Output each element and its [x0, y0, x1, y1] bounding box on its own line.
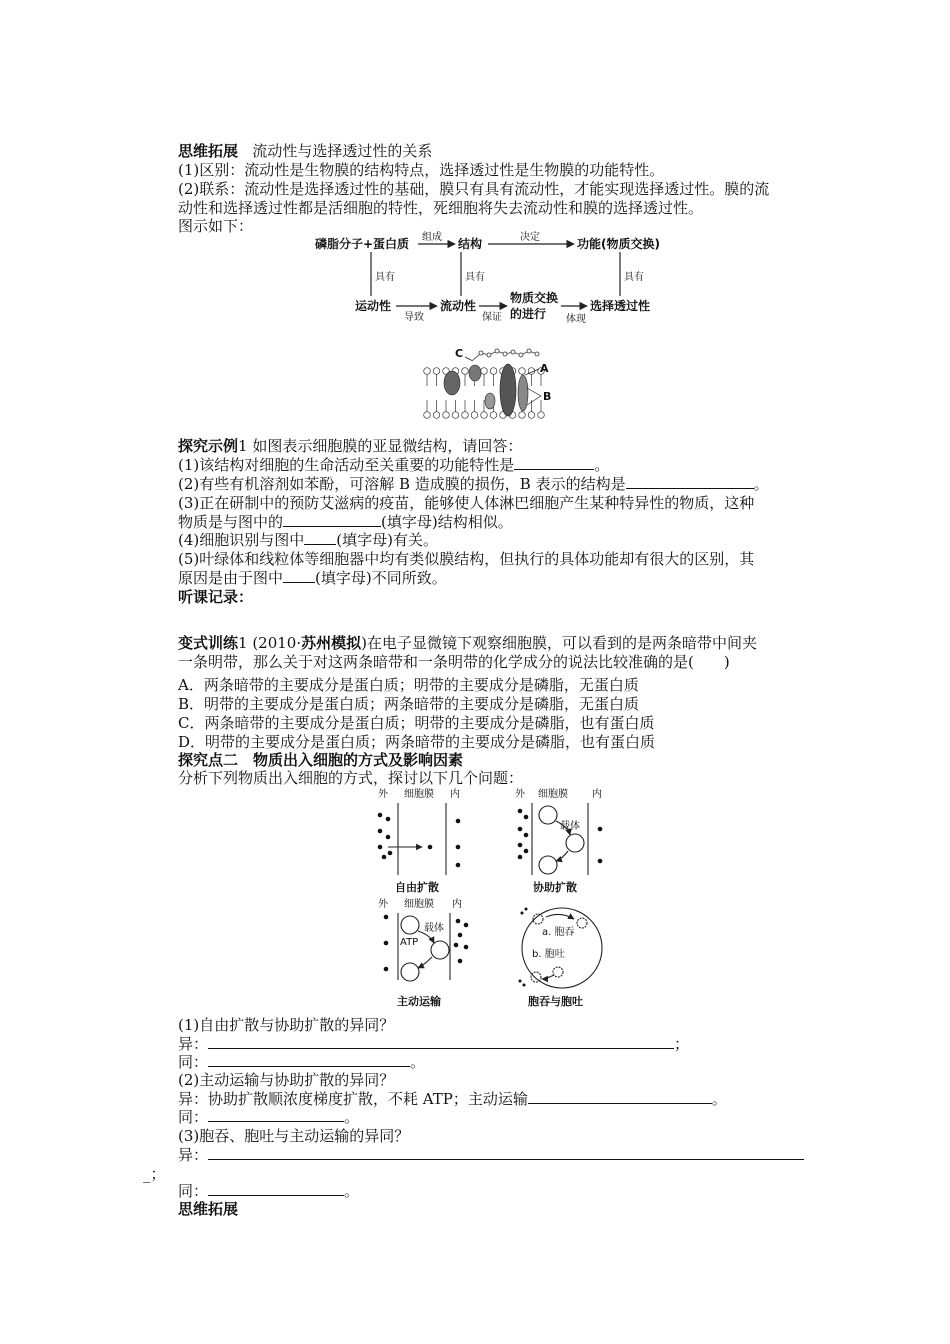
section1-line2: (2)联系：流动性是选择透过性的基础，膜只有具有流动性，才能实现选择透过性。膜的流 — [178, 180, 770, 198]
q2-text: (2)有些有机溶剂如苯酚，可溶解 B 造成膜的损伤，B 表示的结构是 — [178, 475, 626, 493]
example1-q5a: (5)叶绿体和线粒体等细胞器中均有类似膜结构，但执行的具体功能却有很大的区别，其 — [178, 550, 755, 568]
q2-same-blank[interactable] — [208, 1108, 344, 1122]
p2-out-label: 外 — [515, 789, 525, 800]
p2-arrow-2 — [556, 851, 568, 861]
p4-vesicle-3 — [553, 967, 563, 977]
flow-node-5: 流动性 — [440, 299, 477, 313]
label-b-pointer-2 — [527, 396, 541, 405]
q2-same-end: 。 — [344, 1108, 360, 1126]
sugar-unit — [535, 352, 539, 356]
q1-same-blank[interactable] — [208, 1053, 410, 1067]
q1-same-end: 。 — [410, 1053, 426, 1071]
phospholipid-head — [481, 368, 488, 375]
phospholipid-head — [433, 368, 440, 375]
protein-peripheral — [444, 371, 460, 395]
option-b[interactable]: B．明带的主要成分是蛋白质；两条暗带的主要成分是磷脂，无蛋白质 — [178, 695, 640, 713]
heading-text: 流动性与选择透过性的关系 — [252, 142, 433, 160]
q1-diff-end: ； — [674, 1035, 690, 1053]
example1-q1 — [178, 456, 609, 475]
q1-same-label: 同： — [178, 1053, 209, 1071]
phospholipid-head — [424, 368, 431, 375]
example1-q5b — [178, 569, 447, 588]
p3-carrier-bottom — [401, 963, 419, 981]
label-c-pointer — [465, 357, 473, 361]
question-2-same — [178, 1108, 359, 1127]
q5-blank[interactable] — [283, 569, 315, 583]
phospholipid-head — [490, 412, 497, 419]
p3-carrier-middle — [431, 941, 449, 959]
p2-membrane-label: 细胞膜 — [538, 789, 568, 800]
q3-same-end: 。 — [344, 1182, 360, 1200]
phospholipid-head — [519, 368, 526, 375]
section1-heading — [178, 142, 432, 161]
q4-text: (4)细胞识别与图中 — [178, 531, 305, 549]
section1-line4: 图示如下： — [178, 217, 254, 235]
p3-arrow-2 — [418, 957, 432, 968]
q3-same-blank[interactable] — [208, 1182, 344, 1196]
question-1: (1)自由扩散与协助扩散的异同？ — [178, 1016, 395, 1034]
flow-node-6b: 的进行 — [510, 307, 547, 321]
label-b-pointer-1 — [527, 388, 541, 396]
q3-diff-label: 异： — [178, 1146, 209, 1164]
p4-vesicle-4 — [531, 972, 541, 982]
q3-same-label: 同： — [178, 1182, 209, 1200]
sugar-unit — [519, 353, 523, 357]
variant1-title-rest: )在电子显微镜下观察细胞膜，可以看到的是两条暗带中间夹 — [361, 634, 757, 652]
phospholipid-head — [519, 412, 526, 419]
section1-line1: (1)区别：流动性是生物膜的结构特点，选择透过性是生物膜的功能特性。 — [178, 161, 665, 179]
example1-q3b — [178, 513, 513, 532]
question-3-diff-tail: _； — [143, 1165, 166, 1183]
example1-title-text: 1 如图表示细胞膜的亚显微结构，请回答： — [238, 437, 523, 455]
caption-endo-exocytosis: 胞吞与胞吐 — [528, 995, 583, 1008]
q1-diff-blank[interactable] — [208, 1035, 674, 1049]
section1-line3: 动性和选择透过性都是活细胞的特性，死细胞将失去流动性和膜的选择透过性。 — [178, 199, 704, 217]
phospholipid-head — [424, 412, 431, 419]
q4-end: (填字母)有关。 — [336, 531, 438, 549]
exo-label: b. 胞吐 — [532, 949, 565, 960]
flow-edge-decide: 决定 — [520, 232, 540, 243]
phospholipid-head — [462, 412, 469, 419]
question-1-diff — [178, 1035, 689, 1054]
label-a: A — [540, 362, 549, 375]
sugar-unit — [511, 350, 515, 354]
flow-node-3: 功能(物质交换) — [577, 237, 660, 251]
sugar-unit — [495, 349, 499, 353]
flow-node-2: 结构 — [458, 237, 483, 251]
protein-embedded — [518, 375, 528, 411]
flow-edge-lead: 导致 — [404, 312, 424, 323]
p3-in-label: 内 — [452, 899, 462, 910]
phospholipid-head — [490, 368, 497, 375]
notes-label: 听课记录： — [178, 588, 254, 606]
flow-edge-embody: 体现 — [566, 314, 586, 325]
flow-node-4: 运动性 — [355, 299, 392, 313]
sugar-unit — [503, 352, 507, 356]
q4-blank[interactable] — [304, 531, 336, 545]
q1-end: 。 — [594, 456, 610, 474]
phospholipid-head — [462, 368, 469, 375]
option-a[interactable]: A．两条暗带的主要成分是蛋白质；明带的主要成分是磷脂，无蛋白质 — [178, 676, 639, 694]
q2-diff-text: 异：协助扩散顺浓度梯度扩散，不耗 ATP；主动运输 — [178, 1090, 528, 1108]
protein-surface — [469, 365, 481, 381]
label-b: B — [543, 390, 552, 403]
q1-blank[interactable] — [514, 456, 594, 470]
caption-facilitated-diffusion: 协助扩散 — [533, 881, 577, 894]
phospholipid-head — [481, 412, 488, 419]
q2-diff-end: 。 — [711, 1090, 727, 1108]
variant1-title — [178, 634, 757, 653]
endo-label: a. 胞吞 — [542, 927, 575, 938]
protein-inner — [485, 393, 495, 409]
transport-diagrams — [370, 785, 620, 1010]
variant1-title-bold: 变式训练 — [178, 634, 239, 652]
p3-out-label: 外 — [378, 899, 388, 910]
example1-q2 — [178, 475, 769, 494]
p4-arrow-exo — [542, 975, 554, 979]
phospholipid-head — [471, 412, 478, 419]
sugar-unit — [479, 351, 483, 355]
option-c[interactable]: C．两条暗带的主要成分是蛋白质；明带的主要成分是磷脂，也有蛋白质 — [178, 714, 655, 732]
p3-atp-label: ATP — [400, 937, 419, 948]
solute-dots — [378, 809, 603, 987]
p4-vesicle-2 — [577, 918, 587, 928]
p2-carrier-top — [539, 806, 557, 824]
example1-title-bold: 探究示例 — [178, 437, 239, 455]
p2-carrier-middle — [566, 834, 584, 852]
q1-diff-label: 异： — [178, 1035, 209, 1053]
question-1-same — [178, 1053, 425, 1072]
protein-transmembrane — [500, 364, 516, 416]
p4-cell — [522, 908, 602, 988]
q3-text: 物质是与图中的 — [178, 513, 284, 531]
heading-bold: 思维拓展 — [178, 142, 239, 160]
p3-carrier-top — [401, 916, 419, 934]
p1-in-label: 内 — [450, 789, 460, 800]
example1-title — [178, 437, 522, 456]
p2-in-label: 内 — [592, 789, 602, 800]
p2-carrier-label: 载体 — [560, 821, 580, 832]
variant1-source: 苏州模拟 — [301, 634, 362, 652]
question-2: (2)主动运输与协助扩散的异同？ — [178, 1071, 395, 1089]
flow-node-1: 磷脂分子+蛋白质 — [315, 237, 410, 251]
flow-node-7: 选择透过性 — [590, 299, 651, 313]
sugar-unit — [487, 353, 491, 357]
question-2-diff — [178, 1090, 727, 1109]
variant1-line2: 一条明带，那么关于对这两条暗带和一条明带的化学成分的说法比较准确的是( ) — [178, 653, 730, 671]
q1-text: (1)该结构对细胞的生命活动至关重要的功能特性是 — [178, 456, 515, 474]
membrane-diagram — [415, 343, 565, 435]
phospholipid-head — [443, 412, 450, 419]
variant1-title-mid: 1 (2010· — [238, 634, 302, 652]
p3-carrier-label: 载体 — [424, 923, 444, 934]
flow-edge-has-1: 具有 — [375, 272, 395, 283]
phospholipid-head — [528, 412, 535, 419]
phospholipid-head — [433, 412, 440, 419]
phospholipid-head — [538, 412, 545, 419]
p3-membrane-label: 细胞膜 — [404, 899, 434, 910]
q5-end: (填字母)不同所致。 — [315, 569, 447, 587]
question-3-same — [178, 1182, 359, 1201]
flow-diagram — [315, 230, 690, 330]
question-3-diff — [178, 1146, 804, 1165]
p1-membrane-label: 细胞膜 — [404, 789, 434, 800]
q2-blank[interactable] — [626, 475, 754, 489]
p1-out-label: 外 — [378, 789, 388, 800]
label-c: C — [455, 347, 464, 360]
example1-q3a: (3)正在研制中的预防艾滋病的疫苗，能够使人体淋巴细胞产生某种特异性的物质，这种 — [178, 494, 755, 512]
q3-diff-blank[interactable] — [208, 1146, 804, 1160]
section2-title: 探究点二 物质出入细胞的方式及影响因素 — [178, 751, 464, 769]
p4-arrow-endo — [546, 914, 574, 919]
flow-edge-ensure: 保证 — [482, 312, 502, 323]
p2-carrier-bottom — [539, 856, 557, 874]
flow-edge-has-3: 具有 — [624, 272, 644, 283]
caption-active-transport: 主动运输 — [397, 995, 441, 1008]
footer-heading: 思维拓展 — [178, 1200, 239, 1218]
option-d[interactable]: D．明带的主要成分是蛋白质；两条暗带的主要成分是磷脂，也有蛋白质 — [178, 733, 656, 751]
caption-free-diffusion: 自由扩散 — [395, 881, 439, 894]
flow-edge-has-2: 具有 — [465, 272, 485, 283]
example1-q4 — [178, 531, 438, 550]
flow-edge-compose: 组成 — [422, 232, 442, 243]
sugar-unit — [527, 349, 531, 353]
q2-diff-blank[interactable] — [528, 1090, 712, 1104]
question-3: (3)胞吞、胞吐与主动运输的异同？ — [178, 1127, 410, 1145]
q2-same-label: 同： — [178, 1108, 209, 1126]
q3-blank[interactable] — [283, 513, 381, 527]
flow-node-6a: 物质交换 — [510, 291, 559, 305]
phospholipid-head — [452, 412, 459, 419]
q2-end: 。 — [753, 475, 769, 493]
q3-end: (填字母)结构相似。 — [381, 513, 513, 531]
q5-text: 原因是由于图中 — [178, 569, 284, 587]
section2-intro: 分析下列物质出入细胞的方式，探讨以下几个问题： — [178, 769, 524, 787]
